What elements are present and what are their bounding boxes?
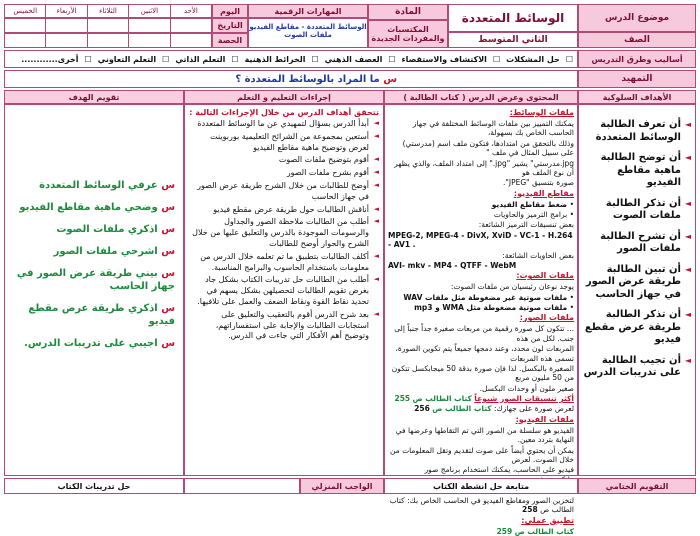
view-images: لعرض صورة على جهازك: كتاب الطالب ص 256 [414,404,574,414]
evaluation-item: س اذكري طريقة عرض مقطع فيديو [28,303,175,327]
evaluation-header: تقويم الهدف [4,90,184,104]
lesson-plan-page [4,4,696,536]
files-text: يمكنك التمييز بين ملفات الوسائط المختلفة في جهاز الحاسب الخاص بك بسهولة، [412,119,574,138]
procedure-item: ◄ أطلب من الطالبات ملاحظة الصور والجداول والرسومات الموجودة بالدرس والتعليق عليها من خلال الشرح والحوار أوضح للطالبات [189,217,379,249]
evaluation-item: س وضحي ماهية مقاطع الفيديو [19,202,175,213]
period-row [4,33,212,48]
lesson-topic: الوسائط المتعددة [448,4,578,32]
period-label: الحصة [212,33,248,48]
activity-followup: متابعة حل انشطة الكتاب [384,478,578,494]
audio-title: ملفات الصوت: [516,271,574,281]
method-checkbox[interactable]: ☐ [231,54,239,64]
files-title: ملفات الوسائط: [509,108,574,117]
day-mon: الاثنين [128,5,169,17]
files-text: وذلك بالتحقق من امتدادها، فتكون ملف اسم (مدرستي) على سبيل المثال في ملف " [402,138,574,158]
day-sun: الأحد [170,5,211,17]
day-label: اليوم [212,4,248,18]
objective-item: ◄ أن تعرف الطالبة الوسائط المتعددة [583,119,691,144]
homework-value [184,478,300,494]
intro-question-prefix: س [383,73,397,85]
images-text: ... تتكون كل صورة رقمية من مربعات صغيرة جداً جنباً إلى جنب. لكل من هذه [394,324,574,343]
evaluation-item: س اجيبي على تدريبات الدرس. [24,338,175,349]
final-evaluation-label: التقويم الختامي [578,478,696,494]
methods-label: أساليب وطرق التدريس [578,50,696,68]
images-text: المربعات لون محدد، وعند دمجها جميعاً يتم تكوين الصورة، تسمى هذه المربعات [395,344,574,363]
video-files-text: فيديو على الحاسب، يمكنك استخدام برنامج صور [424,465,574,475]
procedure-item: ◄ أستعين بمجموعة من الشرائح التعليمية بوربوينت لعرض وتوضيح ماهية مقاطع الفيديو [189,132,379,154]
video-codecs-label: بعض تنسيقات الترميز الشائعة: [478,220,574,230]
skills-line2: ملفات الصوت [284,31,332,39]
evaluation-item: س عرفي الوسائط المتعددة [39,180,175,191]
lesson-topic-label: موضوع الدرس [578,4,696,32]
method-item: الاكتشاف والاستقصاء [401,54,487,64]
grade-value: الثاني المتوسط [448,32,578,48]
method-checkbox[interactable]: ☐ [311,54,319,64]
day-thu: الخميس [13,7,38,15]
date-label: التاريخ [212,18,248,33]
procedures-column [184,104,384,476]
method-item: حل المشكلات [506,54,560,64]
images-title: ملفات الصور: [519,313,574,323]
audio-bullet: • ملفات صوتية مضغوطة مثل WMA و mp3 [414,303,574,312]
objectives-header: الأهداف السلوكية [578,90,696,104]
files-text: jpg.مدرستي" يشير "jpg." إلى امتداد الملف، والذي يظهر أن نوع الملف هو [394,158,574,177]
objective-item: ◄ أن تجيب الطالبة على تدريبات الدرس [583,355,691,380]
method-item: التعلم التعاوني [97,54,157,64]
method-item: العصف الذهني [324,54,383,64]
video-bullet: • برامج الترميز والحاويات [493,210,574,219]
video-files-text: الفيديو هو سلسلة من الصور التي تم التقاطها وعرضها في النهاية بتردد معين. [395,425,574,445]
subject-label: المادة [368,4,448,20]
procedure-item: ◄ أقوم بشرح ملفات الصور [189,168,379,179]
method-checkbox[interactable]: ☐ [492,54,501,64]
images-formats: أكثر تنسيقات الصور شيوعاً كتاب الطالب ص 255 [394,394,574,403]
exercises-task: حل تدريبات الكتاب [4,478,184,494]
images-text: صغير ملون أو وحدات البكسل. [479,383,574,393]
concepts-label: المكتسبات والمفردات الجديدة [368,20,448,48]
video-files-title: ملفات الفيديو: [515,414,574,424]
procedures-header: إجراءات التعليم و التعلم [184,90,384,104]
evaluation-item: س اشرحي ملفات الصور [53,246,175,257]
methods-list [4,50,578,68]
method-checkbox[interactable]: ☐ [84,54,92,64]
procedure-item: ◄ أطلب من الطالبات حل تدريبات الكتاب بشكل جاد بغرض تقويم الطالبات لتحصيلهن بشكل يسهم في تحديد نقاط القوة ونقاط الضعف والعمل على تلافيها. [189,275,379,307]
day-wed: الأربعاء [45,5,86,17]
method-checkbox[interactable]: ☐ [162,54,170,64]
method-item: التعلم الذاتي [175,54,226,64]
procedures-title: تتحقق أهداف الدرس من خلال الإجراءات التالية : [189,108,379,117]
practice-text: كتاب الطالب ص 259 [496,526,574,536]
procedure-item: ◄ أناقش الطالبات حول طريقة عرض مقطع فيديو [189,205,379,216]
video-containers-label: بعض الحاويات الشائعة: [502,250,574,260]
homework-label: الواجب المنزلي [300,478,384,494]
day-tue: الثلاثاء [87,5,128,17]
evaluation-item: س اذكري ملفات الصوت [56,224,175,235]
procedure-item: ◄ أكلف الطالبات بتطبيق ما تم تعلمه خلال الدرس من معلومات باستخدام الحاسوب والبرامج المناسبة. [189,252,379,274]
objective-item: ◄ أن تشرح الطالبة ملفات الصور [583,231,691,256]
objectives-column [578,104,696,476]
skills-box [248,18,368,48]
grade-label: الصف [578,32,696,48]
intro-question [4,70,578,88]
days-row [4,4,212,18]
practice-label: تطبيق عملي: [521,515,574,525]
skills-line1: الوسائط المتعددة - مقاطع الفيديو [249,23,367,31]
objective-item: ◄ أن تبين الطالبة طريقة عرض الصور في جهاز الحاسب [583,264,691,302]
objective-item: ◄ أن تذكر الطالبة ملفات الصوت [583,198,691,223]
method-item: أخرى............ [21,54,79,64]
method-checkbox[interactable]: ☐ [565,54,573,64]
video-containers: AVI- mkv - MP4 - QTFF - WebM [388,260,517,270]
method-item: الخرائط الذهنية [244,54,306,64]
evaluation-column [4,104,184,476]
video-files-text: يمكن أن يحتوي أيضاً على صوت لتقديم وتقل المعلومات من خلال الصوت. لعرض [389,445,574,464]
method-checkbox[interactable]: ☐ [388,54,396,64]
content-header: المحتوى وعرض الدرس ( كتاب الطالبة ) [384,90,578,104]
objective-item: ◄ أن تذكر الطالبة طريقة عرض مقطع فيديو [583,309,691,347]
audio-text: يوجد نوعان رئيسيان من ملفات الصوت: [450,282,574,292]
procedure-item: ◄ أقوم بتوضيح ملفات الصوت [189,155,379,166]
objective-item: ◄ أن توضح الطالبة ماهية مقاطع الفيديو [583,152,691,190]
intro-question-text: ما المراد بالوسائط المتعددة ؟ [235,73,380,85]
intro-label: التمهيد [578,70,696,88]
video-bullet: • ضغط مقاطع الفيديو [491,199,574,209]
strategy-text: لتخزين الصور ومقاطع الفيديو في الحاسب الخاص بك: كتاب الطالب ص 258 [389,496,574,515]
evaluation-item: س بيني طريقة عرض الصور في جهاز الحاسب [16,268,175,292]
procedure-item: ◄ بعد شرح الدرس أقوم بالتعقيب والتعليق على استجابات الطالبات والإجابة على استفساراتهم، وتوضيح أهم الأفكار التي جاءت في الدرس. [189,310,379,342]
procedure-item: ◄ أوضح للطالبات من خلال الشرح طريقة عرض الصور في جهاز الحاسب [189,181,379,203]
procedure-item: ◄ أبدأ الدرس بسؤال لتمهيدي عن ما الوسائط المتعددة [189,119,379,130]
images-text: الصغيرة بالبكسل. لذا فإن صورة بدقة 50 ميجابكسل تتكون من 50 مليون مربع [391,363,574,383]
files-text: صورة بتنسيق "JPEG". [503,178,574,188]
audio-bullet: • ملفات صوتية غير مضغوطة مثل ملفات WAV [403,292,574,302]
video-codecs: MPEG-2, MPEG-4 - DivX, XviD - VC-1 - H.264 - AV1 . [388,230,573,250]
date-row [4,18,212,33]
skills-label: المهارات الرقمية [248,4,368,18]
video-title: مقاطع الفيديو: [513,188,574,198]
